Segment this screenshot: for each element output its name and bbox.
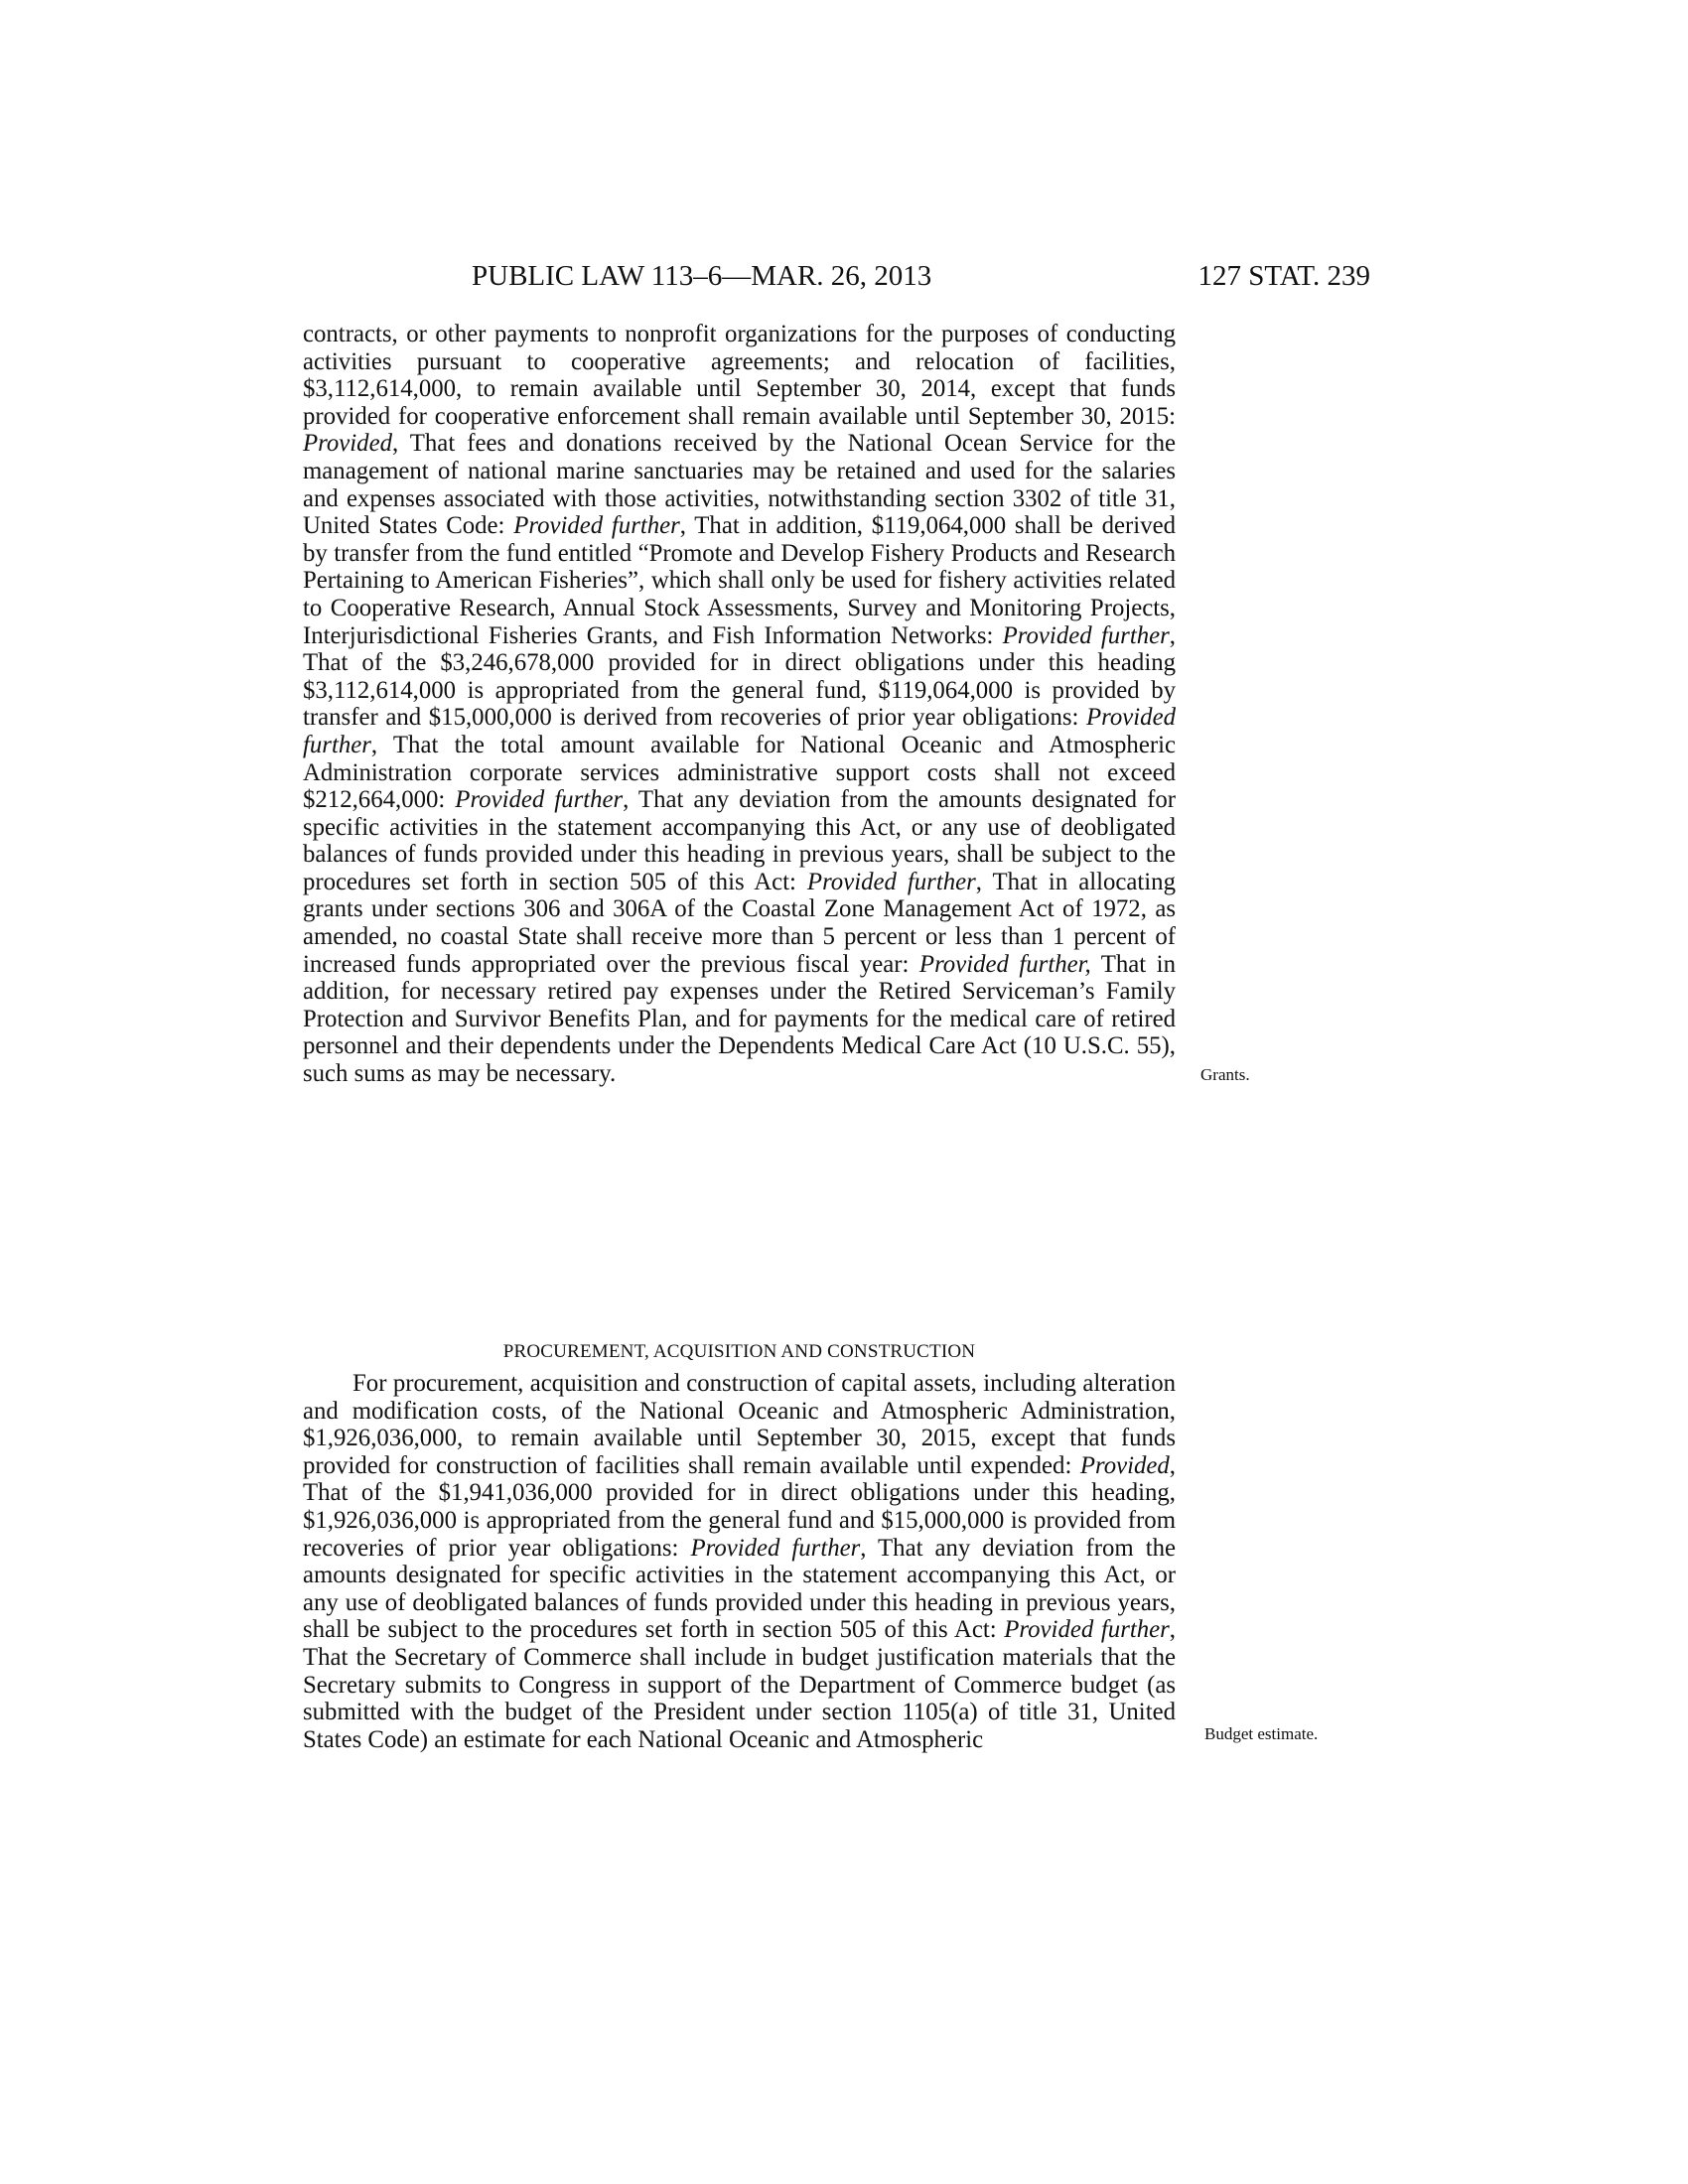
italic-proviso: Provided further,: [918, 950, 1091, 978]
margin-note-grants: Grants.: [1200, 1065, 1250, 1084]
text-run: , That fees and donations received by the National Ocean Service for the management of national marine sanctuaries may be retained and used for the salaries and expenses associated with those activities, notwithstanding section 3302 of title 31, United States Code:: [303, 430, 1176, 540]
text-run: , That in addition, $119,064,000 shall be derived by transfer from the fund entitled “Promote and Develop Fishery Products and Research Pertaining to American Fisheries”, which shall only be used for fishery activities related to Cooperative Research, Annual Stock Assessments, Survey and Monitoring Projects, Interjurisdictional Fisheries Grants, and Fish Information Networks:: [303, 512, 1176, 649]
italic-proviso: Provided further: [690, 1534, 861, 1562]
running-head: [298, 256, 1370, 296]
italic-proviso: Provided further: [303, 704, 1176, 758]
stat-page-number: 127 STAT. 239: [1197, 260, 1370, 292]
body-paragraph-2: [303, 1370, 1176, 1753]
italic-proviso: Provided further: [1002, 621, 1170, 649]
text-run: contracts, or other payments to nonprofit organizations for the purposes of conducting activities pursuant to cooperative agreements; and relocation of facilities, $3,112,614,000, to remain available until September 30, 2014, except that funds provided for cooperative enforcement shall remain available until September 30, 2015:: [303, 321, 1176, 430]
italic-proviso: Provided: [1079, 1451, 1170, 1479]
text-run: , That of the $3,246,678,000 provided for in direct obligations under this heading $3,112,614,000 is appropriated from the general fund, $119,064,000 is provided by transfer and $15,000,000 is derived from recoveries of prior year obligations:: [303, 621, 1176, 732]
text-run: , That in allocating grants under sections 306 and 306A of the Coastal Zone Management Act of 1972, as amended, no coastal State shall receive more than 5 percent or less than 1 percent of increased funds appropriated over the previous fiscal year:: [303, 868, 1176, 978]
text-run: , That of the $1,941,036,000 provided for in direct obligations under this heading, $1,926,036,000 is appropriated from the general fund and $15,000,000 is provided from recoveries of prior year obligations:: [303, 1451, 1176, 1562]
text-run: That in addition, for necessary retired pay expenses under the Retired Serviceman’s Family Protection and Survivor Benefits Plan, and for payments for the medical care of retired personnel and their dependents under the Dependents Medical Care Act (10 U.S.C. 55), such sums as may be necessary.: [303, 950, 1176, 1088]
italic-proviso: Provided further: [455, 786, 624, 814]
text-run: , That the Secretary of Commerce shall include in budget justification materials that the Secretary submits to Congress in support of the Department of Commerce budget (as submitted with the budget of the President under section 1105(a) of title 31, United States Code) an estimate for each National Oceanic and Atmospheric: [303, 1616, 1176, 1753]
text-run: , That the total amount available for National Oceanic and Atmospheric Administration corporate services administrative support costs shall not exceed $212,664,000:: [303, 731, 1176, 814]
body-paragraph-1: [303, 321, 1176, 1088]
italic-proviso: Provided further: [513, 512, 680, 540]
italic-proviso: Provided further: [1004, 1616, 1170, 1644]
italic-proviso: Provided further: [806, 868, 976, 895]
italic-proviso: Provided: [303, 430, 392, 458]
law-citation: PUBLIC LAW 113–6—MAR. 26, 2013: [472, 260, 932, 292]
text-run: , That any deviation from the amounts designated for specific activities in the statement accompanying this Act, or any use of deobligated balances of funds provided under this heading in previous years, shall be subject to the procedures set forth in section 505 of this Act:: [303, 1534, 1176, 1644]
text-run: For procurement, acquisition and construction of capital assets, including alteration and modification costs, of the National Oceanic and Atmospheric Administration, $1,926,036,000, to remain available until September 30, 2015, except that funds provided for construction of facilities shall remain available until expended:: [303, 1370, 1176, 1479]
margin-note-budget-estimate: Budget estimate.: [1204, 1724, 1319, 1743]
section-heading: PROCUREMENT, ACQUISITION AND CONSTRUCTION: [502, 1341, 976, 1362]
text-run: , That any deviation from the amounts designated for specific activities in the statement accompanying this Act, or any use of deobligated balances of funds provided under this heading in previous years, shall be subject to the procedures set forth in section 505 of this Act:: [303, 786, 1176, 895]
